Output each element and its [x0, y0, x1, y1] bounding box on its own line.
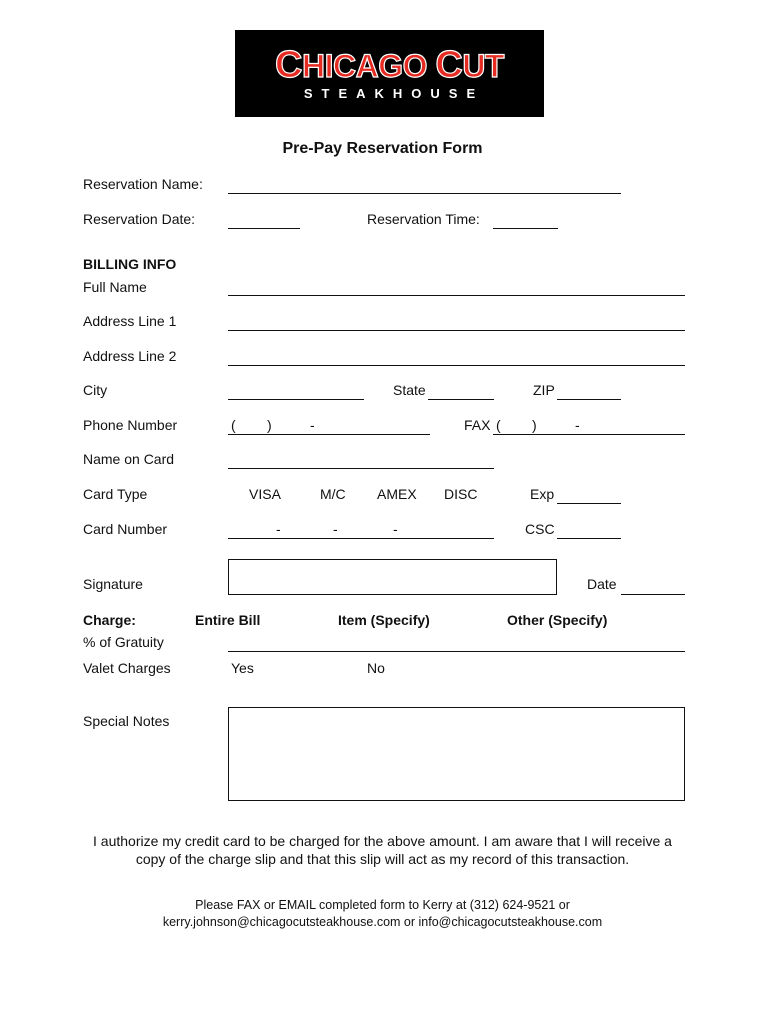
special-notes-box[interactable] — [228, 707, 685, 801]
reservation-name-field[interactable] — [228, 193, 621, 194]
fax-close-paren: ) — [532, 417, 537, 433]
form-title: Pre-Pay Reservation Form — [282, 140, 483, 157]
phone-field[interactable] — [228, 434, 430, 435]
card-type-disc[interactable]: DISC — [444, 486, 478, 502]
exp-field[interactable] — [557, 503, 621, 504]
billing-heading: BILLING INFO — [83, 256, 177, 272]
city-label: City — [83, 382, 108, 398]
full-name-field[interactable] — [228, 295, 685, 296]
name-on-card-field[interactable] — [228, 468, 494, 469]
card-number-dash: - — [393, 521, 398, 537]
charge-entire-bill[interactable]: Entire Bill — [195, 612, 261, 628]
gratuity-label: % of Gratuity — [83, 634, 164, 650]
fax-field[interactable] — [493, 434, 685, 435]
reservation-name-label: Reservation Name: — [83, 176, 203, 192]
contact-line2: kerry.johnson@chicagocutsteakhouse.com or info@chicagocutsteakhouse.com — [162, 915, 603, 929]
zip-label: ZIP — [533, 382, 555, 398]
state-field[interactable] — [428, 399, 494, 400]
card-type-amex[interactable]: AMEX — [377, 486, 417, 502]
fax-label: FAX — [464, 417, 491, 433]
contact-line1: Please FAX or EMAIL completed form to Kerry at (312) 624-9521 or — [195, 898, 570, 912]
date-label: Date — [587, 576, 617, 592]
fax-dash: - — [575, 417, 580, 433]
date-field[interactable] — [621, 594, 685, 595]
phone-close-paren: ) — [267, 417, 272, 433]
address-line2-label: Address Line 2 — [83, 348, 177, 364]
reservation-date-label: Reservation Date: — [83, 211, 196, 227]
special-notes-label: Special Notes — [83, 713, 170, 729]
card-number-dash: - — [276, 521, 281, 537]
csc-field[interactable] — [557, 538, 621, 539]
full-name-label: Full Name — [83, 279, 147, 295]
signature-box[interactable] — [228, 559, 557, 595]
fax-open-paren: ( — [496, 417, 501, 433]
phone-label: Phone Number — [83, 417, 178, 433]
card-type-label: Card Type — [83, 486, 148, 502]
logo-subtitle: STEAKHOUSE — [303, 86, 485, 101]
valet-label: Valet Charges — [83, 660, 171, 676]
charge-other-specify[interactable]: Other (Specify) — [507, 612, 608, 628]
zip-field[interactable] — [557, 399, 621, 400]
valet-yes[interactable]: Yes — [231, 660, 254, 676]
name-on-card-label: Name on Card — [83, 451, 175, 467]
card-number-dash: - — [333, 521, 338, 537]
address-line1-field[interactable] — [228, 330, 685, 331]
charge-item-specify[interactable]: Item (Specify) — [338, 612, 430, 628]
card-type-visa[interactable]: VISA — [249, 486, 281, 502]
city-field[interactable] — [228, 399, 364, 400]
valet-no[interactable]: No — [367, 660, 385, 676]
address-line2-field[interactable] — [228, 365, 685, 366]
state-label: State — [393, 382, 426, 398]
gratuity-field[interactable] — [228, 651, 685, 652]
phone-dash: - — [310, 417, 315, 433]
logo-wordmark: CHICAGO CUT — [275, 44, 504, 86]
phone-open-paren: ( — [231, 417, 236, 433]
charge-label: Charge: — [83, 612, 136, 628]
reservation-date-field[interactable] — [228, 228, 300, 229]
logo — [235, 30, 544, 117]
reservation-time-label: Reservation Time: — [367, 211, 480, 227]
card-number-field[interactable] — [228, 538, 494, 539]
exp-label: Exp — [530, 486, 555, 502]
address-line1-label: Address Line 1 — [83, 313, 177, 329]
card-type-mc[interactable]: M/C — [320, 486, 346, 502]
reservation-time-field[interactable] — [493, 228, 558, 229]
signature-label: Signature — [83, 576, 143, 592]
csc-label: CSC — [525, 521, 555, 537]
authorization-text: I authorize my credit card to be charged for the above amount. I am aware that I will receive a copy of the charge slip and that this slip will act as my record of this transaction. — [93, 833, 672, 867]
card-number-label: Card Number — [83, 521, 168, 537]
